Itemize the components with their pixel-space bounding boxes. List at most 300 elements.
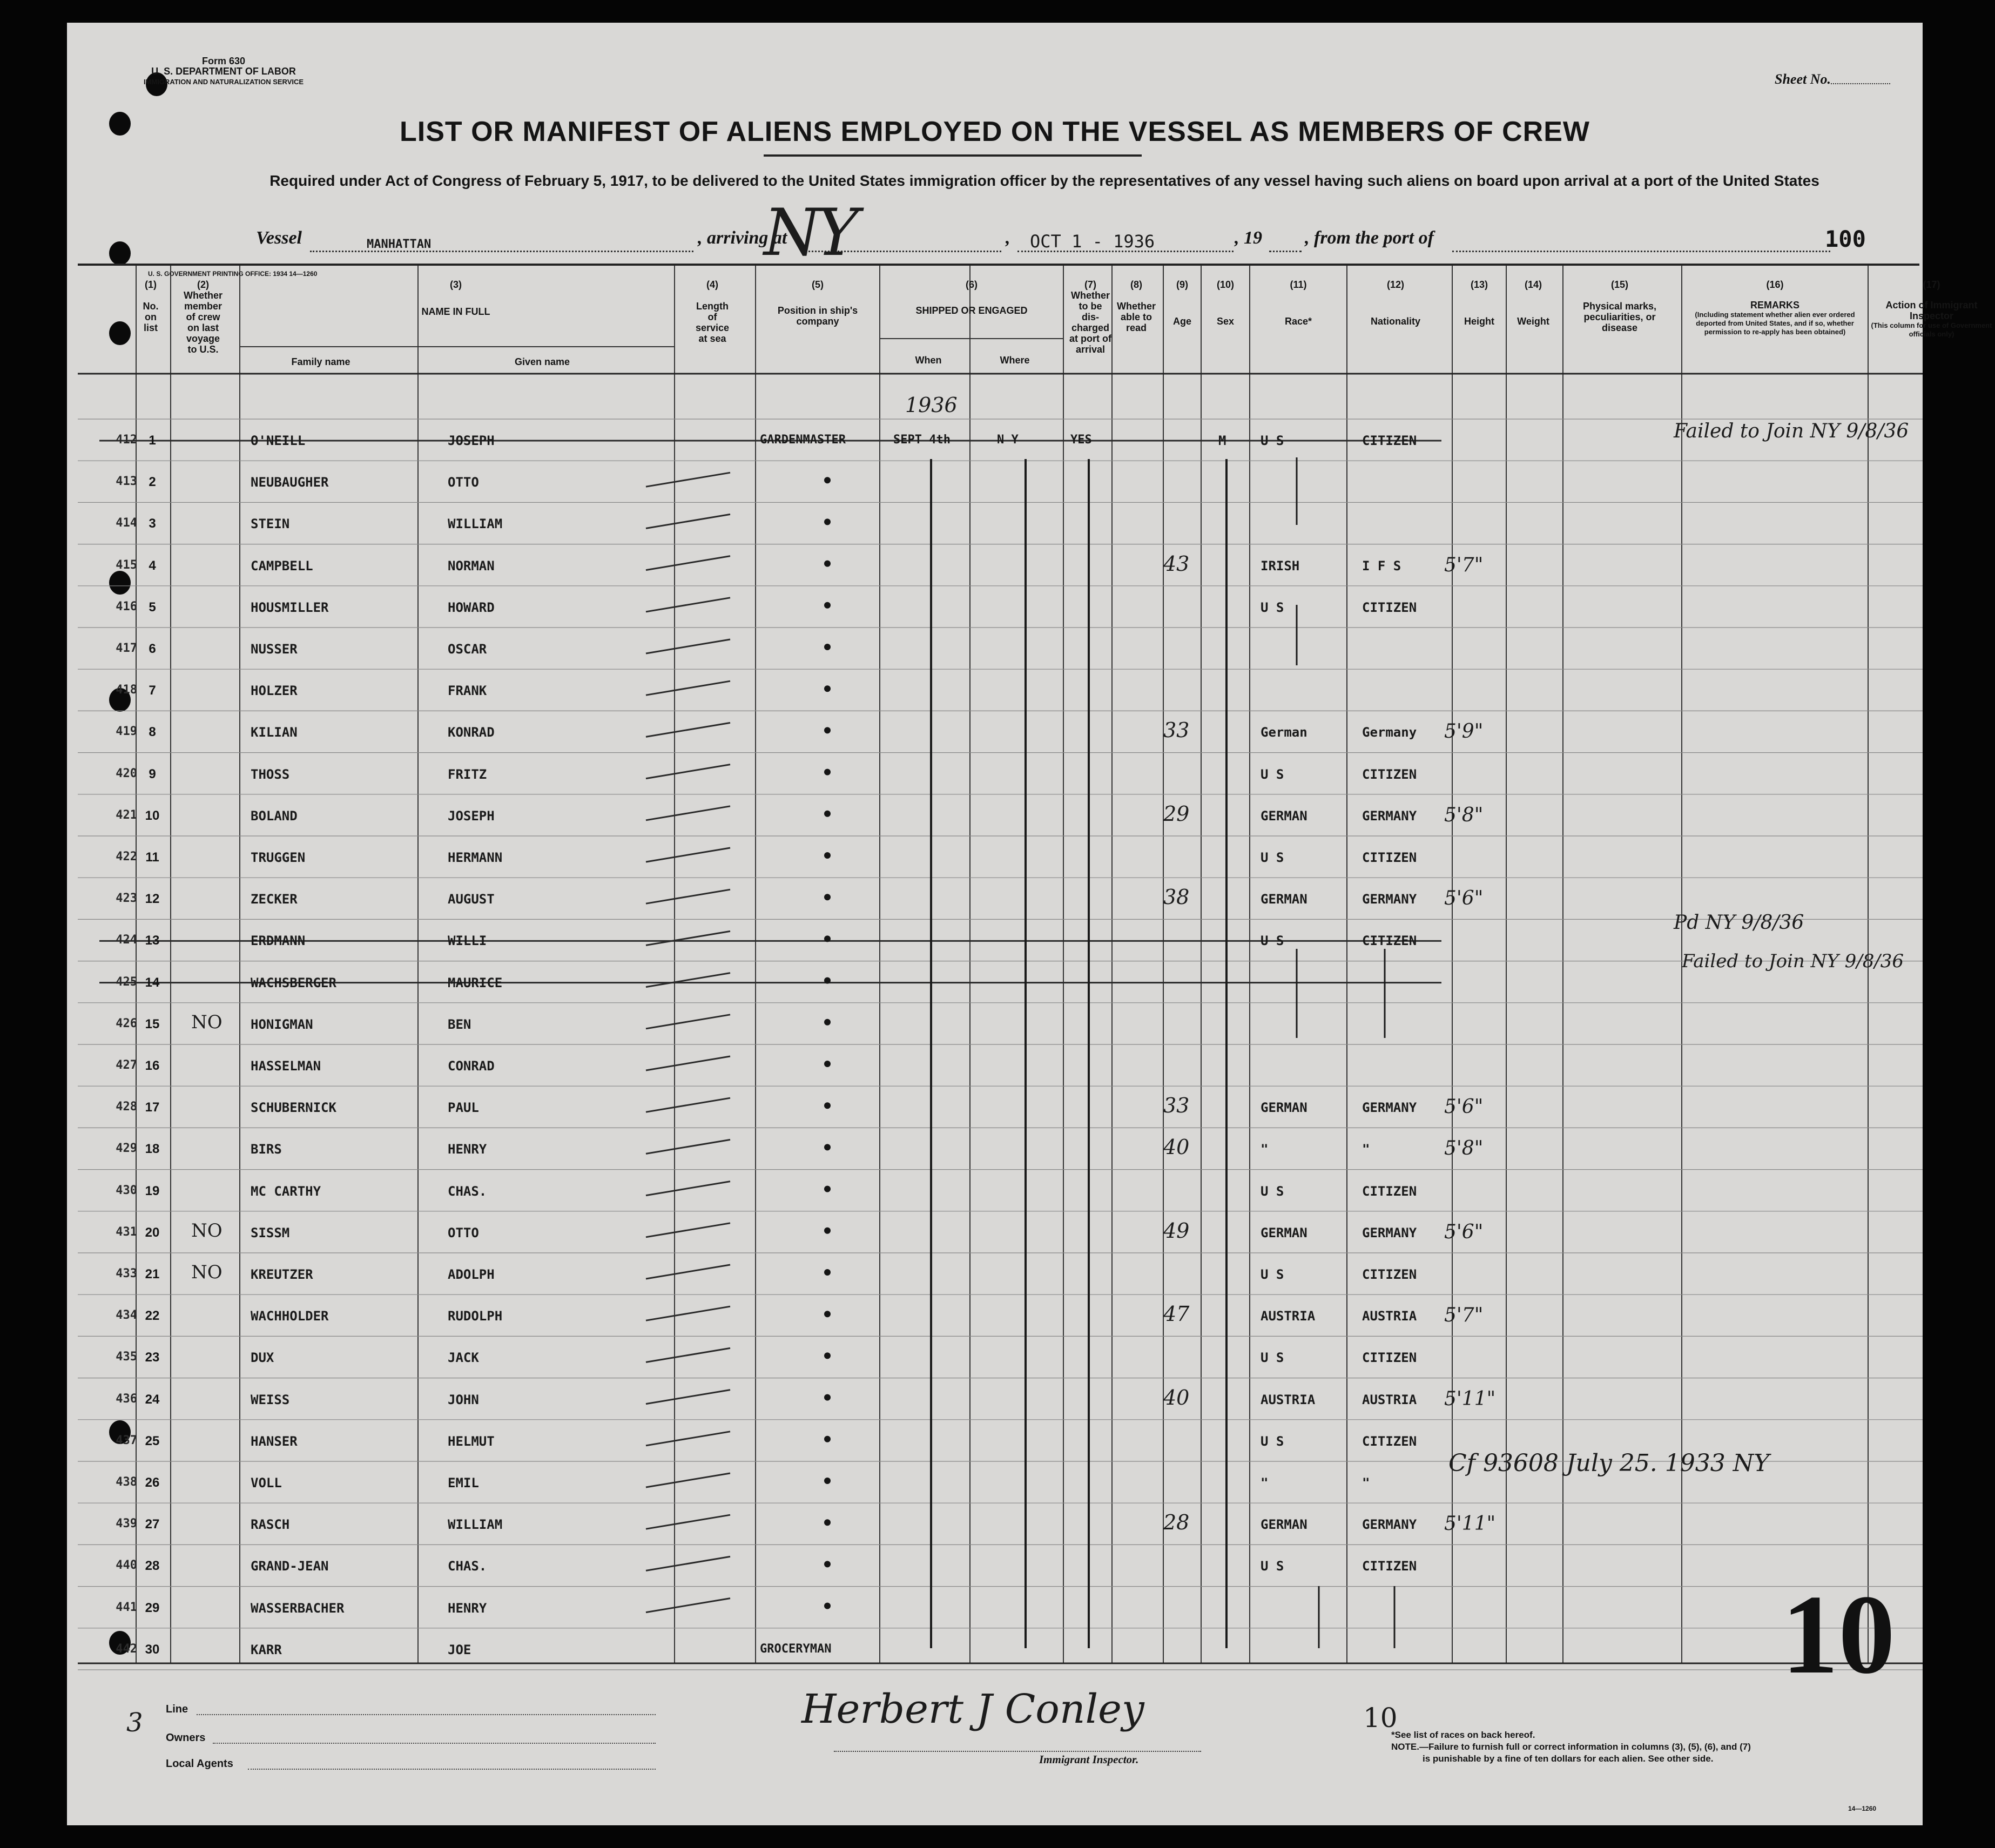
shipped-when: SEPT 4th — [893, 433, 951, 447]
family-name: GRAND-JEAN — [251, 1559, 329, 1574]
crew-id-number: 415 — [116, 558, 137, 572]
remark-row-14: Failed to Join NY 9/8/36 — [1682, 950, 1904, 972]
arrival-date: OCT 1 - 1936 — [1030, 231, 1155, 252]
row-number: 28 — [145, 1559, 160, 1574]
family-name: HONIGMAN — [251, 1016, 313, 1032]
ditto-dot — [824, 727, 831, 733]
service-pen-stroke — [646, 723, 730, 737]
family-name: ZECKER — [251, 892, 298, 907]
race: U S — [1261, 1183, 1284, 1199]
remark-row-26: Cf 93608 July 25. 1933 NY — [1448, 1449, 1770, 1477]
row-number: 26 — [145, 1475, 160, 1490]
sheet-count-stamp: 10 — [1782, 1572, 1895, 1697]
service-pen-stroke — [646, 848, 730, 862]
ditto-dot — [824, 1144, 831, 1150]
line-label: Line — [166, 1703, 188, 1715]
given-name: AUGUST — [448, 892, 495, 907]
crew-id-number: 419 — [116, 725, 137, 739]
ditto-dot — [824, 1019, 831, 1026]
arriving-label: , arriving at — [698, 228, 787, 248]
height: 5'7" — [1444, 554, 1484, 576]
crew-id-number: 417 — [116, 642, 137, 655]
row-number: 24 — [145, 1392, 160, 1407]
crew-id-number: 433 — [116, 1267, 137, 1280]
given-name: PAUL — [448, 1100, 479, 1116]
manifest-sheet — [67, 23, 1992, 1825]
given-name: WILLI — [448, 933, 487, 949]
ditto-dot — [824, 1478, 831, 1484]
nationality: I F S — [1362, 558, 1401, 574]
race: U S — [1261, 850, 1284, 865]
year-annotation: 1936 — [905, 393, 958, 417]
footer-count: 10 — [1363, 1702, 1398, 1734]
race: GERMAN — [1261, 1517, 1307, 1533]
crew-id-number: 412 — [116, 433, 137, 447]
family-name: STEIN — [251, 516, 290, 532]
nationality: GERMANY — [1362, 1225, 1417, 1240]
family-name: RASCH — [251, 1517, 290, 1533]
row-number: 17 — [145, 1100, 160, 1115]
row-number: 8 — [149, 725, 156, 740]
age: 43 — [1163, 551, 1190, 576]
service-name: IMMIGRATION AND NATURALIZATION SERVICE — [143, 78, 304, 86]
given-name: RUDOLPH — [448, 1309, 503, 1324]
race: U S — [1261, 433, 1284, 448]
inspector-label: Immigrant Inspector. — [1039, 1753, 1139, 1766]
family-name: ERDMANN — [251, 933, 306, 949]
row-number: 19 — [145, 1183, 160, 1198]
given-name: WILLIAM — [448, 516, 503, 532]
age: 28 — [1163, 1510, 1190, 1535]
given-name: EMIL — [448, 1475, 479, 1490]
shipped-where: N Y — [997, 433, 1019, 447]
local-agents-label: Local Agents — [166, 1758, 233, 1770]
year-prefix: , 19 — [1235, 228, 1262, 248]
race: " — [1261, 1475, 1269, 1490]
page-subtitle: Required under Act of Congress of February 5, 1917, to be delivered to the United States immigration officer by the representatives of any vessel having such aliens on board upon arrival at a port of the United States — [269, 172, 1819, 189]
remark-row-1: Failed to Join NY 9/8/36 — [1674, 420, 1909, 442]
nationality: CITIZEN — [1362, 850, 1417, 865]
nationality: CITIZEN — [1362, 1183, 1417, 1199]
ditto-dot — [824, 1102, 831, 1109]
family-name: MC CARTHY — [251, 1183, 321, 1199]
race: U S — [1261, 933, 1284, 949]
age: 29 — [1163, 801, 1190, 826]
service-pen-stroke — [646, 639, 730, 653]
given-name: OTTO — [448, 1225, 479, 1240]
race: GERMAN — [1261, 892, 1307, 907]
given-name: WILLIAM — [448, 1517, 503, 1533]
crew-id-number: 426 — [116, 1016, 137, 1030]
nationality: CITIZEN — [1362, 766, 1417, 782]
given-name: NORMAN — [448, 558, 495, 574]
family-name: SISSM — [251, 1225, 290, 1240]
col-header-remarks: (16) REMARKS (Including statement whether alien ever ordered deported from United States, and if so, whether permission to re-apply has been obtained) — [1695, 279, 1855, 336]
given-name: HENRY — [448, 1600, 487, 1616]
ditto-dot — [824, 1394, 831, 1401]
family-name: VOLL — [251, 1475, 282, 1490]
row-number: 14 — [145, 975, 160, 990]
race: U S — [1261, 1559, 1284, 1574]
given-name: KONRAD — [448, 725, 495, 740]
prior-voyage-mark: NO — [191, 1219, 223, 1242]
age: 49 — [1163, 1218, 1190, 1243]
row-number: 5 — [149, 599, 156, 615]
given-name: JOSEPH — [448, 808, 495, 824]
height: 5'6" — [1444, 1220, 1484, 1243]
crew-id-number: 416 — [116, 599, 137, 613]
ditto-dot — [824, 894, 831, 900]
row-number: 15 — [145, 1016, 160, 1031]
ditto-dot — [824, 1519, 831, 1526]
crew-id-number: 424 — [116, 933, 137, 947]
service-pen-stroke — [646, 1599, 730, 1613]
given-name: ADOLPH — [448, 1267, 495, 1282]
race: AUSTRIA — [1261, 1392, 1316, 1407]
ditto-dot — [824, 1352, 831, 1359]
date-comma: , — [1006, 228, 1010, 248]
col-header-given-name: Given name — [514, 356, 570, 367]
row-number: 23 — [145, 1350, 160, 1365]
ditto-dot — [824, 811, 831, 817]
race: AUSTRIA — [1261, 1309, 1316, 1324]
family-name: WEISS — [251, 1392, 290, 1407]
given-name: CHAS. — [448, 1559, 487, 1574]
crew-id-number: 423 — [116, 892, 137, 906]
service-pen-stroke — [646, 1515, 730, 1529]
discharged: YES — [1070, 433, 1092, 447]
service-pen-stroke — [646, 556, 730, 570]
row-number: 20 — [145, 1225, 160, 1240]
crew-id-number: 422 — [116, 850, 137, 864]
age: 38 — [1163, 885, 1190, 909]
family-name: DUX — [251, 1350, 274, 1366]
crew-id-number: 434 — [116, 1309, 137, 1323]
col-header-no-on-list: (1) No. on list — [143, 279, 159, 333]
col-header-length-service: (4) Length of service at sea — [695, 279, 730, 344]
crew-id-number: 425 — [116, 975, 137, 989]
crew-id-number: 439 — [116, 1517, 137, 1531]
row-number: 27 — [145, 1517, 160, 1532]
service-pen-stroke — [646, 1306, 730, 1320]
height: 5'6" — [1444, 887, 1484, 910]
service-pen-stroke — [646, 473, 730, 487]
family-name: SCHUBERNICK — [251, 1100, 336, 1116]
department-name: U. S. DEPARTMENT OF LABOR — [151, 66, 296, 77]
family-name: BOLAND — [251, 808, 298, 824]
height: 5'6" — [1444, 1096, 1484, 1118]
owners-field — [213, 1743, 656, 1744]
vessel-label: Vessel — [256, 228, 302, 248]
given-name: OSCAR — [448, 642, 487, 657]
nationality: CITIZEN — [1362, 1559, 1417, 1574]
race: U S — [1261, 766, 1284, 782]
nationality: CITIZEN — [1362, 1433, 1417, 1449]
service-pen-stroke — [646, 973, 730, 987]
given-name: JOSEPH — [448, 433, 495, 448]
col-header-sex: (10) Sex — [1216, 279, 1235, 327]
crew-id-number: 441 — [116, 1600, 137, 1614]
row-number: 7 — [149, 683, 156, 698]
nationality: CITIZEN — [1362, 1350, 1417, 1366]
family-name: NUSSER — [251, 642, 298, 657]
ditto-dot — [824, 852, 831, 859]
given-name: MAURICE — [448, 975, 503, 990]
service-pen-stroke — [646, 598, 730, 612]
col-header-shipped: (6) SHIPPED OR ENGAGED — [915, 279, 1028, 316]
service-pen-stroke — [646, 1432, 730, 1446]
height: 5'9" — [1444, 720, 1484, 743]
sheet-no-label: Sheet No. — [1775, 71, 1831, 87]
given-name: FRANK — [448, 683, 487, 699]
service-pen-stroke — [646, 1473, 730, 1487]
family-name: KARR — [251, 1642, 282, 1657]
ditto-dot — [824, 518, 831, 525]
crew-id-number: 413 — [116, 475, 137, 489]
race: U S — [1261, 599, 1284, 615]
given-name: BEN — [448, 1016, 471, 1032]
nationality: GERMANY — [1362, 1100, 1417, 1116]
crew-id-number: 429 — [116, 1142, 137, 1156]
service-pen-stroke — [646, 889, 730, 903]
crew-id-number: 421 — [116, 808, 137, 822]
service-pen-stroke — [646, 1182, 730, 1196]
crew-id-number: 428 — [116, 1100, 137, 1114]
col-header-nationality: (12) Nationality — [1370, 279, 1420, 327]
height: 5'7" — [1444, 1304, 1484, 1327]
nationality: CITIZEN — [1362, 933, 1417, 949]
row-number: 4 — [149, 558, 156, 573]
from-port-label: , from the port of — [1305, 228, 1434, 248]
family-name: O'NEILL — [251, 433, 306, 448]
form-number: Form 630 — [201, 56, 246, 66]
row-number: 30 — [145, 1642, 160, 1657]
nationality: CITIZEN — [1362, 599, 1417, 615]
age: 40 — [1163, 1135, 1190, 1159]
col-header-shipped-when: When — [915, 355, 942, 366]
race: U S — [1261, 1433, 1284, 1449]
row-number: 13 — [145, 933, 160, 948]
family-name: NEUBAUGHER — [251, 475, 329, 490]
row-number: 1 — [149, 433, 156, 448]
list-number: 100 — [1825, 226, 1866, 252]
family-name: WACHHOLDER — [251, 1309, 329, 1324]
line-field — [197, 1714, 656, 1715]
local-agents-field — [248, 1769, 656, 1770]
nationality: AUSTRIA — [1362, 1392, 1417, 1407]
family-name: KILIAN — [251, 725, 298, 740]
ditto-dot — [824, 935, 831, 942]
family-name: HOLZER — [251, 683, 298, 699]
inspector-signature: Herbert J Conley — [801, 1686, 1144, 1732]
family-name: HOUSMILLER — [251, 599, 329, 615]
ditto-dot — [824, 1436, 831, 1442]
family-name: BIRS — [251, 1142, 282, 1157]
age: 47 — [1163, 1302, 1190, 1326]
prior-voyage-mark: NO — [191, 1262, 223, 1283]
col-header-age: (9) Age — [1172, 279, 1191, 327]
row-number: 3 — [149, 516, 156, 531]
ditto-dot — [824, 1311, 831, 1317]
given-name: CONRAD — [448, 1058, 495, 1074]
race: U S — [1261, 1350, 1284, 1366]
height: 5'11" — [1444, 1387, 1496, 1410]
ditto-dot — [824, 685, 831, 692]
ditto-dot — [824, 1061, 831, 1067]
service-pen-stroke — [646, 1265, 730, 1279]
position: GROCERYMAN — [760, 1642, 832, 1656]
age: 33 — [1163, 718, 1190, 743]
row-number: 18 — [145, 1142, 160, 1157]
family-name: TRUGGEN — [251, 850, 306, 865]
row-number: 2 — [149, 475, 156, 490]
service-pen-stroke — [646, 765, 730, 779]
crew-id-number: 418 — [116, 683, 137, 697]
crew-id-number: 437 — [116, 1433, 137, 1447]
crew-id-number: 442 — [116, 1642, 137, 1656]
family-name: HANSER — [251, 1433, 298, 1449]
crew-id-number: 438 — [116, 1475, 137, 1489]
col-header-family-name: Family name — [291, 356, 351, 367]
arriving-port-handwritten: NY — [764, 195, 855, 271]
ditto-dot — [824, 769, 831, 775]
service-pen-stroke — [646, 514, 730, 528]
given-name: JOE — [448, 1642, 471, 1657]
crew-id-number: 427 — [116, 1058, 137, 1072]
prior-voyage-mark: NO — [191, 1011, 223, 1033]
height: 5'8" — [1444, 1137, 1484, 1160]
given-name: HERMANN — [448, 850, 503, 865]
family-name: WACHSBERGER — [251, 975, 336, 990]
ditto-dot — [824, 1269, 831, 1276]
row-number: 11 — [145, 850, 159, 865]
row-number: 9 — [149, 766, 156, 781]
service-pen-stroke — [646, 1348, 730, 1362]
nationality: CITIZEN — [1362, 1267, 1417, 1282]
col-header-position: (5) Position in ship's company — [777, 279, 858, 327]
col-header-shipped-where: Where — [1000, 355, 1030, 366]
service-pen-stroke — [646, 1098, 730, 1112]
service-pen-stroke — [646, 1223, 730, 1237]
family-name: CAMPBELL — [251, 558, 313, 574]
given-name: HOWARD — [448, 599, 495, 615]
nationality: GERMANY — [1362, 892, 1417, 907]
given-name: OTTO — [448, 475, 479, 490]
race: U S — [1261, 1267, 1284, 1282]
ditto-dot — [824, 1227, 831, 1234]
footer-handwritten-3: 3 — [126, 1708, 143, 1738]
race: IRISH — [1261, 558, 1300, 574]
position: GARDENMASTER — [760, 433, 846, 447]
vessel-name: MANHATTAN — [367, 238, 432, 251]
page-title: LIST OR MANIFEST OF ALIENS EMPLOYED ON THE VESSEL AS MEMBERS OF CREW — [400, 116, 1590, 147]
family-name: HASSELMAN — [251, 1058, 321, 1074]
service-pen-stroke — [646, 1056, 730, 1070]
sex: M — [1218, 433, 1226, 448]
col-header-physical-marks: (15) Physical marks, peculiarities, or disease — [1582, 279, 1657, 333]
given-name: HENRY — [448, 1142, 487, 1157]
col-header-last-voyage: (2) Whether member of crew on last voyage to U.S. — [184, 279, 223, 355]
row-number: 12 — [145, 892, 160, 907]
given-name: JACK — [448, 1350, 479, 1366]
row-number: 16 — [145, 1058, 160, 1073]
col-header-height: (13) Height — [1464, 279, 1494, 327]
family-name: THOSS — [251, 766, 290, 782]
nationality: Germany — [1362, 725, 1417, 740]
col-header-discharged: (7) Whether to be dis- charged at port of arrival — [1069, 279, 1111, 355]
given-name: HELMUT — [448, 1433, 495, 1449]
race: GERMAN — [1261, 1100, 1307, 1116]
row-number: 10 — [145, 808, 160, 823]
height: 5'11" — [1444, 1513, 1496, 1535]
row-number: 22 — [145, 1309, 160, 1324]
form-code: 14—1260 — [1848, 1805, 1877, 1812]
race: " — [1261, 1142, 1269, 1157]
printer-note: U. S. GOVERNMENT PRINTING OFFICE: 1934 14—1260 — [148, 270, 318, 278]
ditto-dot — [824, 1186, 831, 1192]
crew-id-number: 440 — [116, 1559, 137, 1573]
crew-id-number: 436 — [116, 1392, 137, 1406]
col-header-weight: (14) Weight — [1517, 279, 1549, 327]
col-header-read: (8) Whether able to read — [1117, 279, 1156, 333]
service-pen-stroke — [646, 806, 730, 820]
crew-id-number: 420 — [116, 766, 137, 780]
race: GERMAN — [1261, 1225, 1307, 1240]
nationality: GERMANY — [1362, 1517, 1417, 1533]
race: GERMAN — [1261, 808, 1307, 824]
service-pen-stroke — [646, 681, 730, 695]
ditto-dot — [824, 1603, 831, 1609]
family-name: KREUTZER — [251, 1267, 313, 1282]
ditto-dot — [824, 561, 831, 567]
race: German — [1261, 725, 1307, 740]
row-number: 25 — [145, 1433, 160, 1448]
inspector-field — [834, 1751, 1201, 1752]
nationality: " — [1362, 1142, 1370, 1157]
row-number: 29 — [145, 1600, 160, 1615]
given-name: FRITZ — [448, 766, 487, 782]
given-name: JOHN — [448, 1392, 479, 1407]
age: 40 — [1163, 1385, 1190, 1409]
nationality: AUSTRIA — [1362, 1309, 1417, 1324]
col-header-name: (3) NAME IN FULL — [421, 279, 490, 317]
ditto-dot — [824, 602, 831, 609]
row-number: 6 — [149, 642, 156, 656]
crew-id-number: 435 — [116, 1350, 137, 1364]
height: 5'8" — [1444, 804, 1484, 826]
footer-notes: *See list of races on back hereof. NOTE.—Failure to furnish full or correct information in columns (3), (5), (6), and (7) is punishable by a fine of ten dollars for each alien. See other side. — [1391, 1730, 1751, 1764]
nationality: GERMANY — [1362, 808, 1417, 824]
service-pen-stroke — [646, 931, 730, 945]
age: 33 — [1163, 1094, 1190, 1118]
col-header-race: (11) Race* — [1284, 279, 1312, 327]
service-pen-stroke — [646, 1139, 730, 1154]
ditto-dot — [824, 977, 831, 984]
col-header-action: (17) Action of Immigrant Inspector (This column for use of Government officials only) — [1871, 279, 1992, 338]
crew-id-number: 430 — [116, 1183, 137, 1197]
ditto-dot — [824, 1561, 831, 1567]
crew-id-number: 431 — [116, 1225, 137, 1239]
ditto-dot — [824, 477, 831, 483]
service-pen-stroke — [646, 1390, 730, 1404]
row-number: 21 — [145, 1267, 160, 1282]
nationality: " — [1362, 1475, 1370, 1490]
given-name: CHAS. — [448, 1183, 487, 1199]
crew-id-number: 414 — [116, 516, 137, 530]
remark-row-13: Pd NY 9/8/36 — [1674, 912, 1804, 934]
service-pen-stroke — [646, 1015, 730, 1029]
nationality: CITIZEN — [1362, 433, 1417, 448]
